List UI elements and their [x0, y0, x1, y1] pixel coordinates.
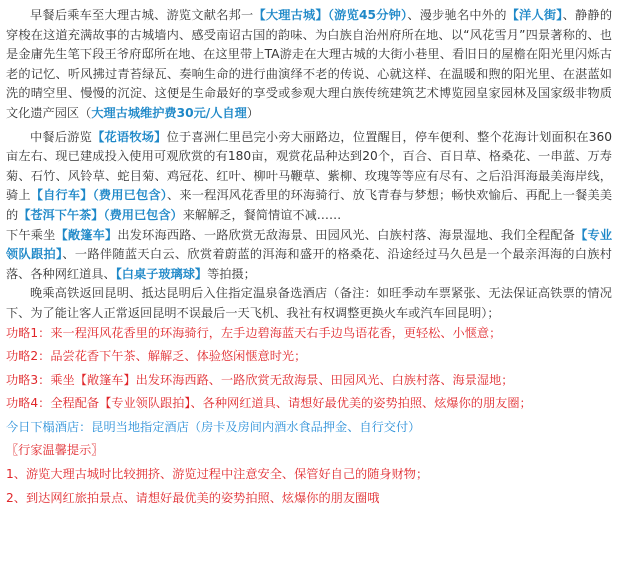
text: 下午乘坐	[6, 227, 56, 242]
text: 、静静的穿梭在这道充满故事的古城墙内、感受南诏古国的韵味、为白族自治州府所在地、以“风花雪月”四景著称的、也是金庸先生笔下段王爷府邸所在地、在这里带上TA游走在大理古城的大街小巷里、看旧日的屋檐在阳光里闪烁古老的记忆、听风拂过青苔绿瓦、奏响生命的进行曲演绎不老的传说、心就这样、在温暖和煦的阳光里、在湛蓝如洗的晴空里、慢慢的沉淀、这便是生命最好的享受或参观大理白族传统建筑艺术博览园皇家园林及国家级非物质文化遗产园区（	[6, 8, 613, 120]
feature-4: 功略4：全程配备【专业领队跟拍】、各种网红道具、请想好最优美的姿势拍照、炫爆你的朋友圈；	[6, 396, 532, 411]
highlight-dali-old-town: 【大理古城】（游览45分钟）	[253, 8, 408, 22]
feature-3: 功略3：乘坐【敞篷车】出发环海西路、一路欣赏无敌海景、田园风光、白族村落、海景湿地；	[6, 372, 514, 387]
paragraph-dali-old-town	[6, 6, 612, 124]
text: ）	[246, 105, 259, 120]
text: 、漫步驰名中外的	[407, 8, 507, 22]
text: 、来一程洱风花香里的环海骑行、放飞青春与梦想；畅快欢愉后、再配上一餐美美的	[6, 188, 613, 222]
text: 位于喜洲仁里邑完小旁大丽路边，位置醒目，停车便利、整个花海计划面积在360亩左右、现已建成投入使用可观欣赏的有180亩，观赏花品种达到20个，百合、百日草、格桑花、一串蓝、万寿菊、石竹、风铃草、蛇目菊、鸡冠花、红叶、柳叶马鞭草、紫柳、玫瑰等等应有尽有、之后沿洱海最美海岸线，骑上	[6, 129, 613, 203]
feature-2: 功略2：品尝花香下午茶、解解乏、体验悠闲惬意时光；	[6, 349, 307, 364]
highlight-foreigner-street: 【洋人街】	[506, 8, 563, 22]
highlight-photographer: 【专业领队跟拍】	[6, 227, 613, 262]
highlight-maintenance-fee: 大理古城维护费30元/人自理	[91, 105, 247, 120]
tip-item-1: 1、游览大理古城时比较拥挤、游览过程中注意安全、保管好自己的随身财物；	[6, 467, 429, 482]
highlight-flower-ranch: 【花语牧场】	[92, 129, 167, 144]
paragraph-train-return: 晚乘高铁返回昆明、抵达昆明后入住指定温泉备选酒店（备注：如旺季动车票紧张、无法保证高铁票的情况下、为了能让客人正常返回昆明不误最后一天飞机、我社有权调整更换火车或汽车回昆明）；	[6, 286, 612, 320]
highlight-glass-ball: 【白桌子玻璃球】	[115, 266, 208, 281]
text: 、一路伴随蓝天白云、欣赏着蔚蓝的洱海和盛开的格桑花、沿途经过马久邑是一个最亲洱海的白族村落、各种网红道具、	[6, 247, 612, 281]
text: 等拍摄；	[207, 266, 256, 281]
paragraph-flower-ranch	[6, 128, 612, 226]
feature-1: 功略1：来一程洱风花香里的环海骑行，左手边碧海蓝天右手边鸟语花香，更轻松、小惬意；	[6, 325, 502, 340]
highlight-convertible: 【敞篷车】	[55, 227, 118, 242]
text: 来解解乏，餐简情谊不减……	[182, 207, 342, 222]
tips-title: 〖行家温馨提示〗	[6, 443, 104, 458]
highlight-bicycle: 【自行车】（费用已包含）	[30, 188, 167, 203]
text: 早餐后乘车至大理古城、游览文献名邦一	[30, 8, 254, 22]
hotel-info: 今日下榻酒店：昆明当地指定酒店（房卡及房间内酒水食品押金、自行交付）	[6, 419, 421, 434]
tip-item-2: 2、到达网红旅拍景点、请想好最优美的姿势拍照、炫爆你的朋友圈哦	[6, 490, 380, 505]
text: 中餐后游览	[30, 129, 93, 144]
text: 出发环海西路、一路欣赏无敌海景、田园风光、白族村落、海景湿地、我们全程配备	[117, 227, 576, 242]
highlight-afternoon-tea: 【苍洱下午茶】（费用已包含）	[18, 207, 183, 222]
paragraph-convertible	[6, 226, 612, 285]
